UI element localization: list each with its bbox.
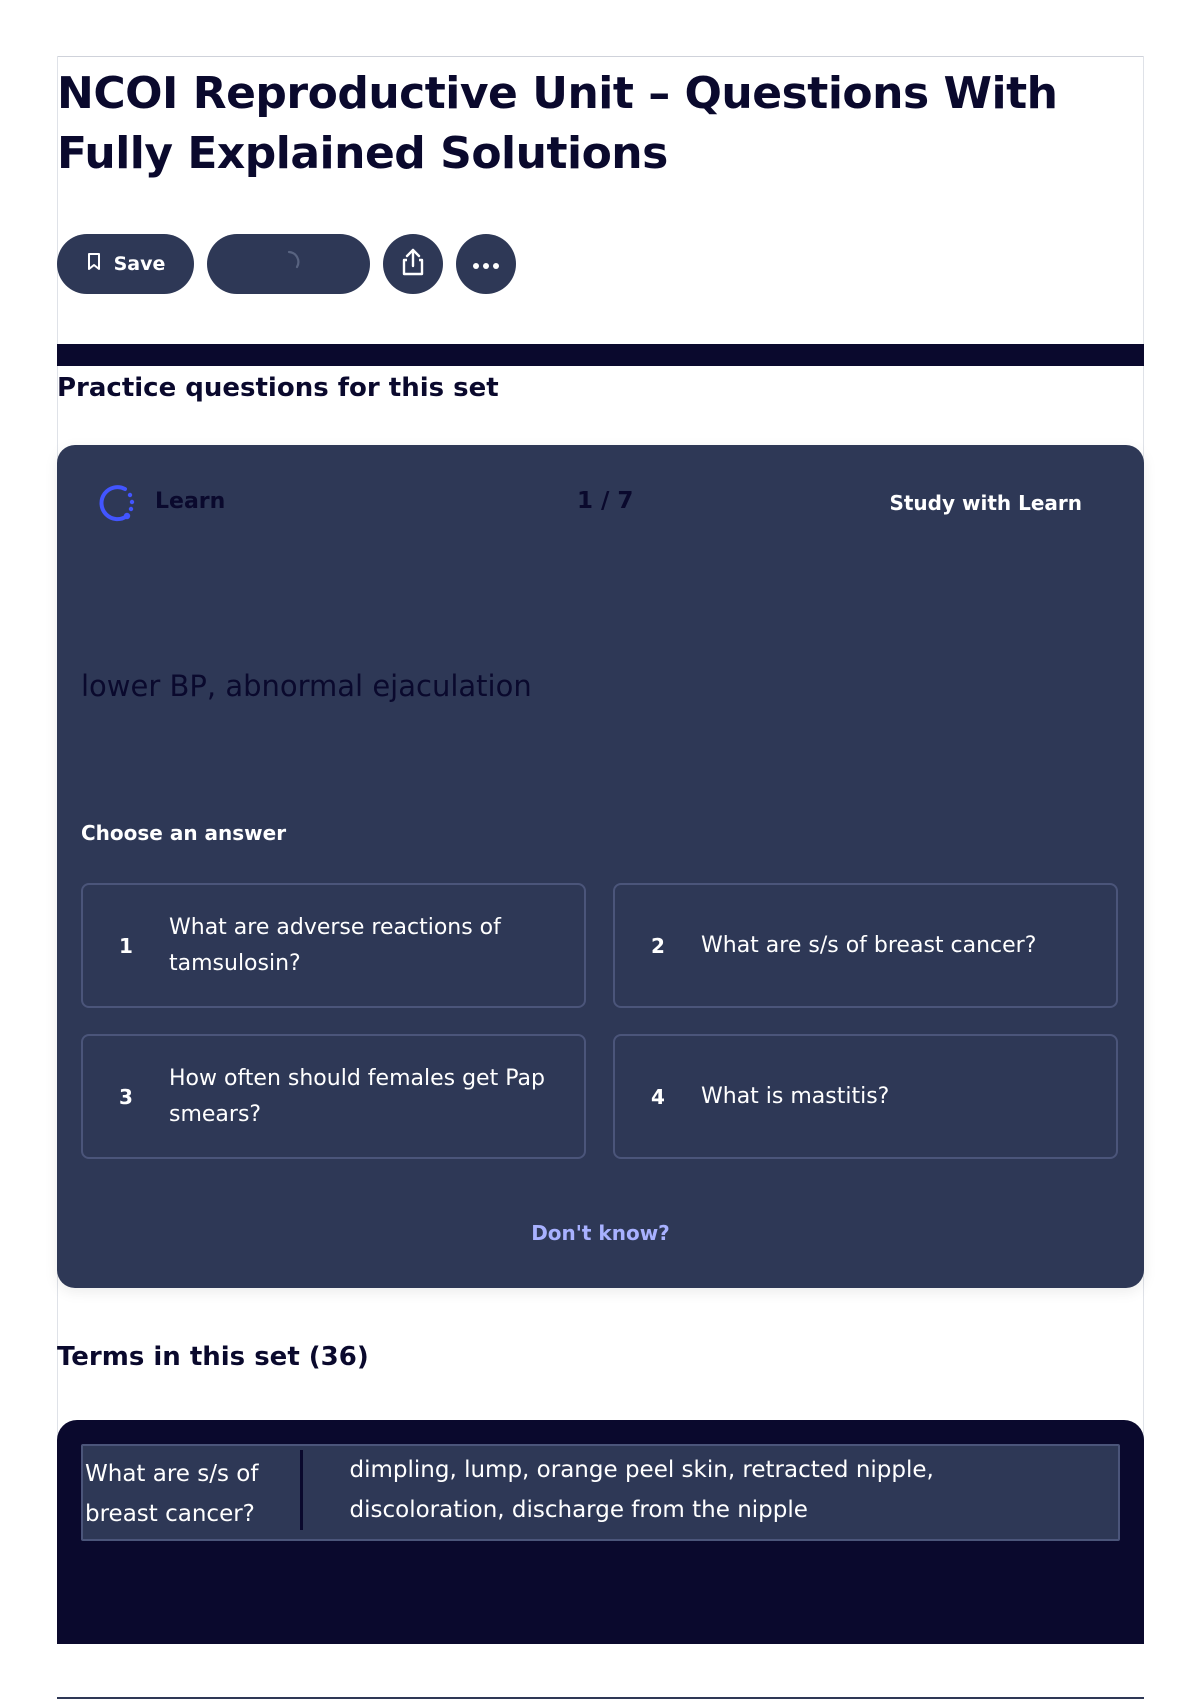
terms-panel [57, 1420, 1144, 1644]
term-row [81, 1444, 1120, 1541]
section-divider-bar [57, 344, 1144, 366]
bookmark-icon [86, 252, 102, 277]
more-horizontal-icon [472, 255, 500, 274]
share-button[interactable] [383, 234, 443, 294]
option-number: 4 [651, 1084, 665, 1109]
page-border-top [57, 56, 1144, 57]
page-border-bottom [57, 1697, 1144, 1699]
learn-mode-icon [95, 481, 139, 525]
share-icon [399, 247, 427, 281]
option-number: 3 [119, 1084, 133, 1109]
more-options-button[interactable] [456, 234, 516, 294]
question-progress: 1 / 7 [577, 488, 634, 514]
term-definition: dimpling, lump, orange peel skin, retracted nipple, discoloration, discharge from the nipple [349, 1457, 934, 1523]
answer-option-2[interactable] [613, 883, 1118, 1008]
loading-spinner-icon [276, 249, 302, 280]
option-text: How often should females get Pap smears? [169, 1065, 545, 1127]
dont-know-button[interactable]: Don't know? [531, 1221, 670, 1245]
choose-answer-label: Choose an answer [81, 821, 287, 845]
option-number: 1 [119, 933, 133, 958]
question-prompt: lower BP, abnormal ejaculation [81, 669, 532, 703]
page-title: NCOI Reproductive Unit – Questions With Fully Explained Solutions [57, 68, 1058, 179]
study-with-learn-link[interactable]: Study with Learn [889, 491, 1082, 515]
save-button[interactable] [57, 234, 194, 294]
answer-option-1[interactable] [81, 883, 586, 1008]
option-number: 2 [651, 933, 665, 958]
option-text: What are adverse reactions of tamsulosin? [169, 914, 501, 976]
term-word: What are s/s of breast cancer? [83, 1450, 303, 1530]
terms-heading: Terms in this set (36) [57, 1342, 369, 1372]
save-button-label: Save [113, 253, 166, 275]
learn-card [57, 445, 1144, 1288]
answer-option-3[interactable] [81, 1034, 586, 1159]
learn-mode-label: Learn [155, 489, 226, 514]
loading-button[interactable] [207, 234, 370, 294]
practice-questions-heading: Practice questions for this set [57, 373, 499, 403]
option-text: What is mastitis? [701, 1083, 890, 1109]
option-text: What are s/s of breast cancer? [701, 932, 1037, 958]
answer-option-4[interactable] [613, 1034, 1118, 1159]
